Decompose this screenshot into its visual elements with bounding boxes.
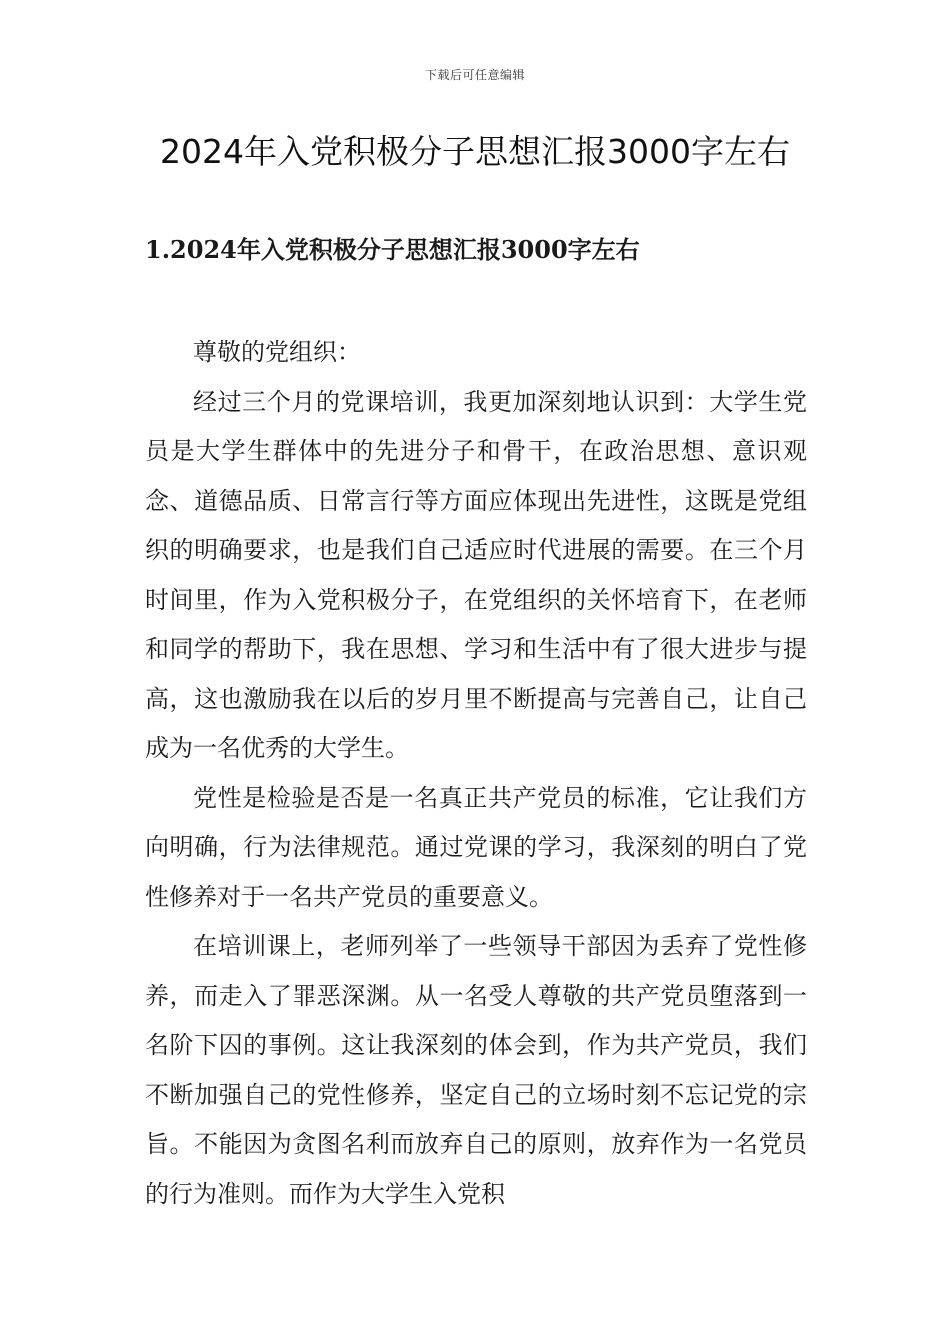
paragraph-3: 在培训课上，老师列举了一些领导干部因为丢弃了党性修养，而走入了罪恶深渊。从一名受人尊敬的共产党员堕落到一名阶下囚的事例。这让我深刻的体会到，作为共产党员，我们不断加强自己的党性修养，坚定自己的立场时刻不忘记党的宗旨。不能因为贪图名利而放弃自己的原则，放弃作为一名党员的行为准则。而作为大学生入党积 bbox=[145, 932, 807, 1208]
salutation: 尊敬的党组织： bbox=[193, 338, 361, 366]
document-title: 2024年入党积极分子思想汇报3000字左右 bbox=[160, 132, 790, 171]
document-body bbox=[145, 328, 807, 1219]
section-heading: 1.2024年入党积极分子思想汇报3000字左右 bbox=[145, 235, 640, 264]
paragraph-2: 党性是检验是否是一名真正共产党员的标准，它让我们方向明确，行为法律规范。通过党课的学习，我深刻的明白了党性修养对于一名共产党员的重要意义。 bbox=[145, 783, 807, 911]
page-header-note: 下载后可任意编辑 bbox=[424, 68, 525, 82]
paragraph-1: 经过三个月的党课培训，我更加深刻地认识到：大学生党员是大学生群体中的先进分子和骨干，在政治思想、意识观念、道德品质、日常言行等方面应体现出先进性，这既是党组织的明确要求，也是我们自己适应时代进展的需要。在三个月时间里，作为入党积极分子，在党组织的关怀培育下，在老师和同学的帮助下，我在思想、学习和生活中有了很大进步与提高，这也激励我在以后的岁月里不断提高与完善自己，让自己成为一名优秀的大学生。 bbox=[145, 387, 807, 762]
